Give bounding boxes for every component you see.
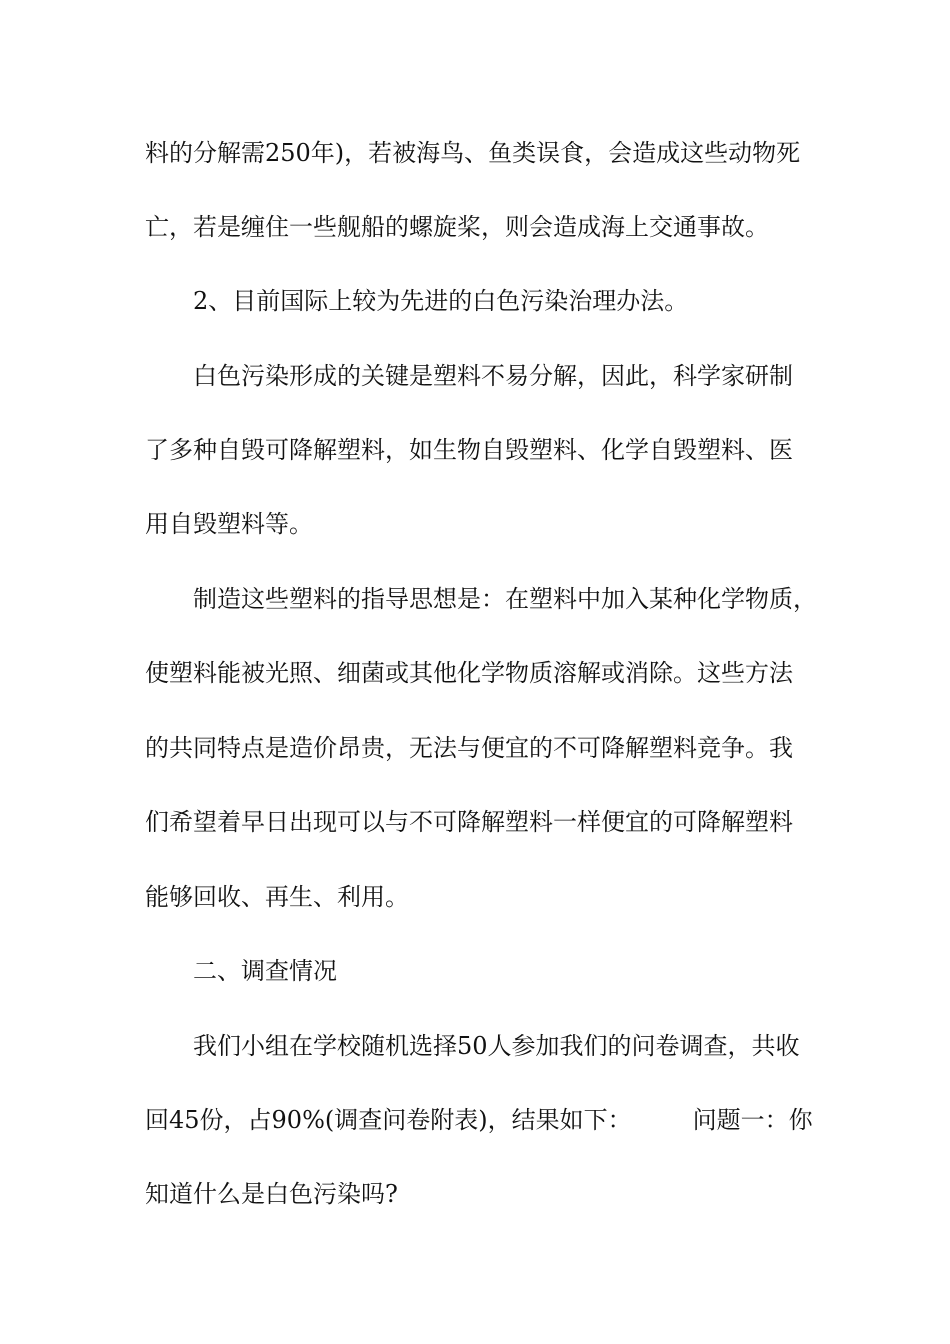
paragraph-line-6: 制造这些塑料的指导思想是：在塑料中加入某种化学物质，	[193, 585, 817, 613]
section-heading-2: 2、目前国际上较为先进的白色污染治理办法。	[193, 287, 689, 315]
section-heading-survey: 二、调查情况	[193, 957, 337, 985]
paragraph-line-1: 料的分解需250年)，若被海鸟、鱼类误食，会造成这些动物死	[145, 139, 801, 167]
paragraph-line-4: 了多种自毁可降解塑料，如生物自毁塑料、化学自毁塑料、医	[145, 436, 793, 464]
paragraph-line-2: 亡，若是缠住一些舰船的螺旋桨，则会造成海上交通事故。	[145, 213, 769, 241]
paragraph-line-10: 能够回收、再生、利用。	[145, 883, 409, 911]
paragraph-line-3: 白色污染形成的关键是塑料不易分解，因此，科学家研制	[193, 362, 793, 390]
paragraph-line-13: 知道什么是白色污染吗?	[145, 1180, 398, 1208]
paragraph-line-7: 使塑料能被光照、细菌或其他化学物质溶解或消除。这些方法	[145, 659, 793, 687]
paragraph-line-5: 用自毁塑料等。	[145, 510, 313, 538]
paragraph-line-12: 回45份，占90%(调查问卷附表)，结果如下： 问题一：你	[145, 1106, 813, 1134]
paragraph-line-9: 们希望着早日出现可以与不可降解塑料一样便宜的可降解塑料	[145, 808, 793, 836]
paragraph-line-11: 我们小组在学校随机选择50人参加我们的问卷调查，共收	[193, 1032, 800, 1060]
paragraph-line-8: 的共同特点是造价昂贵，无法与便宜的不可降解塑料竞争。我	[145, 734, 793, 762]
